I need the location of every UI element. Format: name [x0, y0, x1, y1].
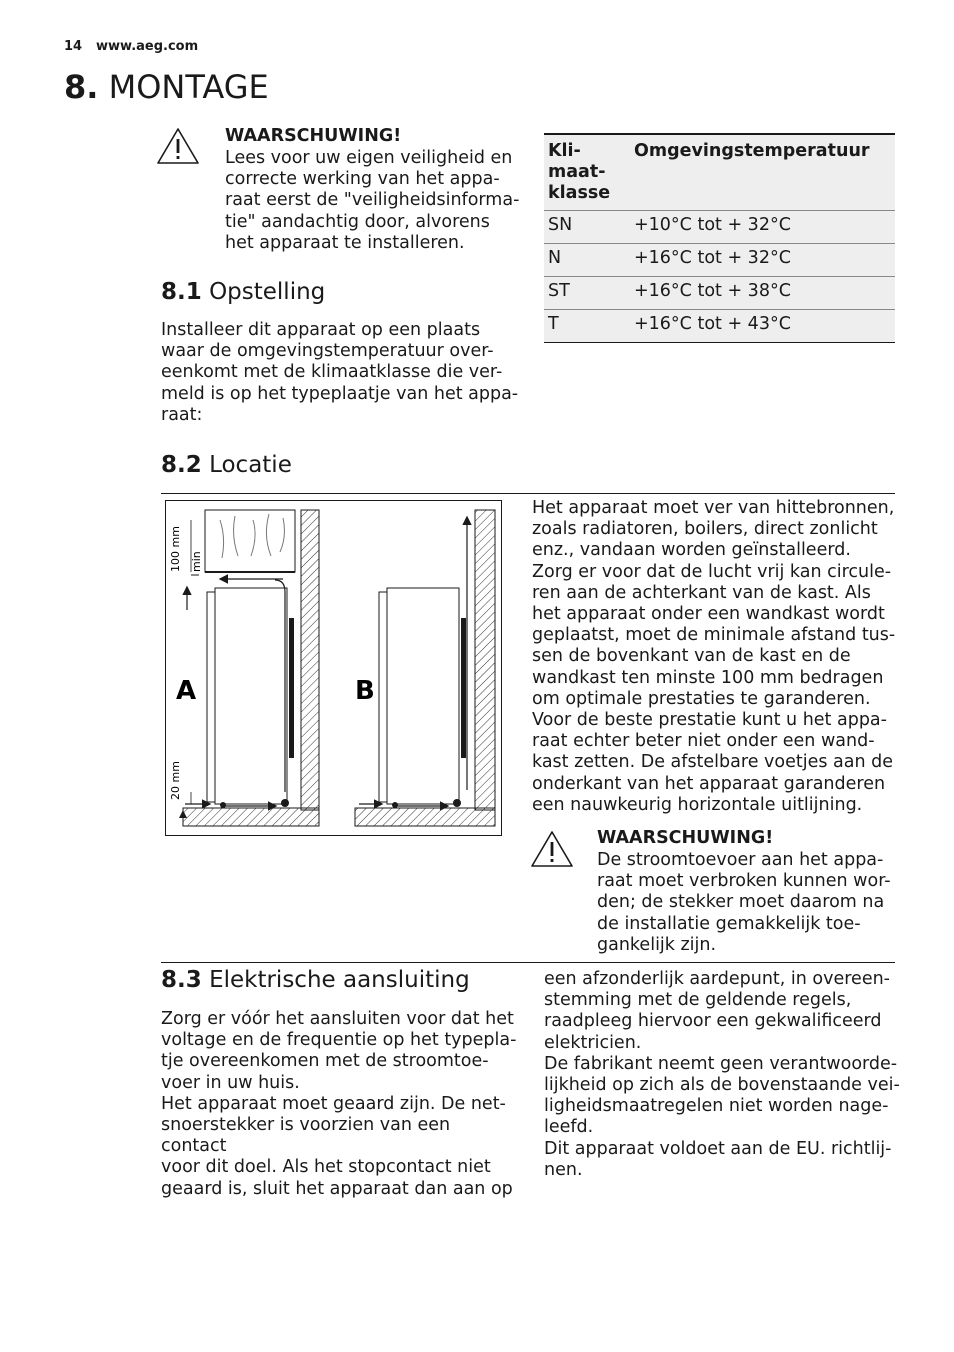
dim-top-label-1: 100 mm	[169, 526, 182, 572]
fridge-b	[387, 588, 459, 804]
chapter-number: 8.	[64, 68, 99, 106]
website-url: www.aeg.com	[96, 39, 199, 54]
table-header-row	[544, 134, 895, 211]
climate-class-table	[544, 133, 895, 343]
table-cell-class: ST	[548, 281, 570, 301]
chapter-title-text: MONTAGE	[108, 68, 269, 106]
section-8-1-text: Installeer dit apparaat op een plaats waar de omgevingstemperatuur over- eenkomt met de klimaatklasse die ver- meld is op het typeplaatje van het appa- raat:	[161, 320, 519, 425]
condenser-a	[289, 618, 294, 758]
section-8-1-number: 8.1	[161, 279, 202, 305]
warning-1-title: WAARSCHUWING!	[225, 126, 402, 146]
table-row	[544, 211, 895, 244]
section-8-3-number: 8.3	[161, 967, 202, 993]
section-8-3-text-left: Zorg er vóór het aansluiten voor dat het voltage en de frequentie op het typepla- tje overeenkomen met de stroomtoe- voer in uw huis. Het apparaat moet geaard zijn. De net- snoerstekker is voorzien van een contact voor dit doel. Als het stopcontact niet geaard is, sluit het apparaat dan aan op	[161, 1009, 517, 1199]
fridge-a	[215, 588, 287, 804]
label-b: B	[355, 676, 375, 706]
wall-a	[301, 510, 319, 810]
warning-triangle-icon	[530, 830, 574, 868]
warning-1-text: Lees voor uw eigen veiligheid en correcte werking van het appa- raat eerst de "veiligheidsinforma- tie" aandachtig door, alvorens het apparaat te installeren.	[225, 148, 520, 253]
dim-bottom-label: 20 mm	[169, 761, 182, 800]
warning-2-title: WAARSCHUWING!	[597, 828, 774, 848]
condenser-b	[461, 618, 466, 758]
section-8-3-divider	[161, 962, 895, 963]
section-8-3-text-right: een afzonderlijk aardepunt, in overeen- stemming met de geldende regels, raadpleeg hiervoor een gekwalificeerd elektricien. De fabrikant neemt geen verantwoorde- lijkheid op zich als de bovenstaande vei- ligheidsmaatregelen niet worden nage- leefd. Dit apparaat voldoet aan de EU. richtlij- nen.	[544, 969, 900, 1180]
section-8-1-title: Opstelling	[209, 279, 326, 305]
table-cell-class: T	[548, 314, 559, 334]
section-8-2-title: Locatie	[209, 452, 292, 478]
table-cell-class: SN	[548, 215, 573, 235]
floor-b	[355, 808, 495, 826]
floor-a	[183, 808, 319, 826]
table-row	[544, 310, 895, 343]
section-8-2-number: 8.2	[161, 452, 202, 478]
table-cell-temperature: +16°C tot + 32°C	[634, 248, 791, 268]
scenario-a	[169, 510, 319, 826]
dim-top-label-2: min	[190, 551, 203, 572]
label-a: A	[176, 676, 197, 706]
installation-diagram	[165, 500, 502, 836]
scenario-b	[355, 510, 495, 826]
warning-triangle-icon	[156, 127, 200, 165]
warning-2-text: De stroomtoevoer aan het appa- raat moet verbroken kunnen wor- den; de stekker moet daarom na de installatie gemakkelijk toe- gankelijk zijn.	[597, 850, 891, 955]
section-8-1-heading	[161, 278, 325, 306]
table-cell-temperature: +10°C tot + 32°C	[634, 215, 791, 235]
section-8-2-heading	[161, 451, 292, 479]
section-8-2-divider	[161, 493, 895, 494]
wall-cabinet-a	[205, 510, 295, 572]
section-8-2-text: Het apparaat moet ver van hittebronnen, zoals radiatoren, boilers, direct zonlicht enz., vandaan worden geïnstalleerd. Zorg er voor dat de lucht vrij kan circule- ren aan de achterkant van de kast. Als het apparaat onder een wandkast wordt geplaatst, moet de minimale afstand tus- sen de bovenkant van de kast en de wandkast ten minste 100 mm bedragen om optimale prestaties te garanderen. Voor de beste prestatie kunt u het appa- raat echter beter niet onder een wand- kast zetten. De afstelbare voetjes aan de onderkant van het apparaat garanderen een nauwkeurig horizontale uitlijning.	[532, 498, 896, 815]
wall-b	[475, 510, 495, 810]
page-number: 14	[64, 39, 83, 54]
table-row	[544, 244, 895, 277]
table-cell-temperature: +16°C tot + 38°C	[634, 281, 791, 301]
table-row	[544, 277, 895, 310]
section-8-3-title: Elektrische aansluiting	[209, 967, 470, 993]
chapter-title	[64, 68, 269, 106]
header-ambient-temperature: Omgevingstemperatuur	[634, 141, 870, 161]
table-cell-temperature: +16°C tot + 43°C	[634, 314, 791, 334]
section-8-3-heading	[161, 966, 470, 994]
header-climate-class: Kli- maat- klasse	[548, 141, 611, 203]
table-cell-class: N	[548, 248, 562, 268]
